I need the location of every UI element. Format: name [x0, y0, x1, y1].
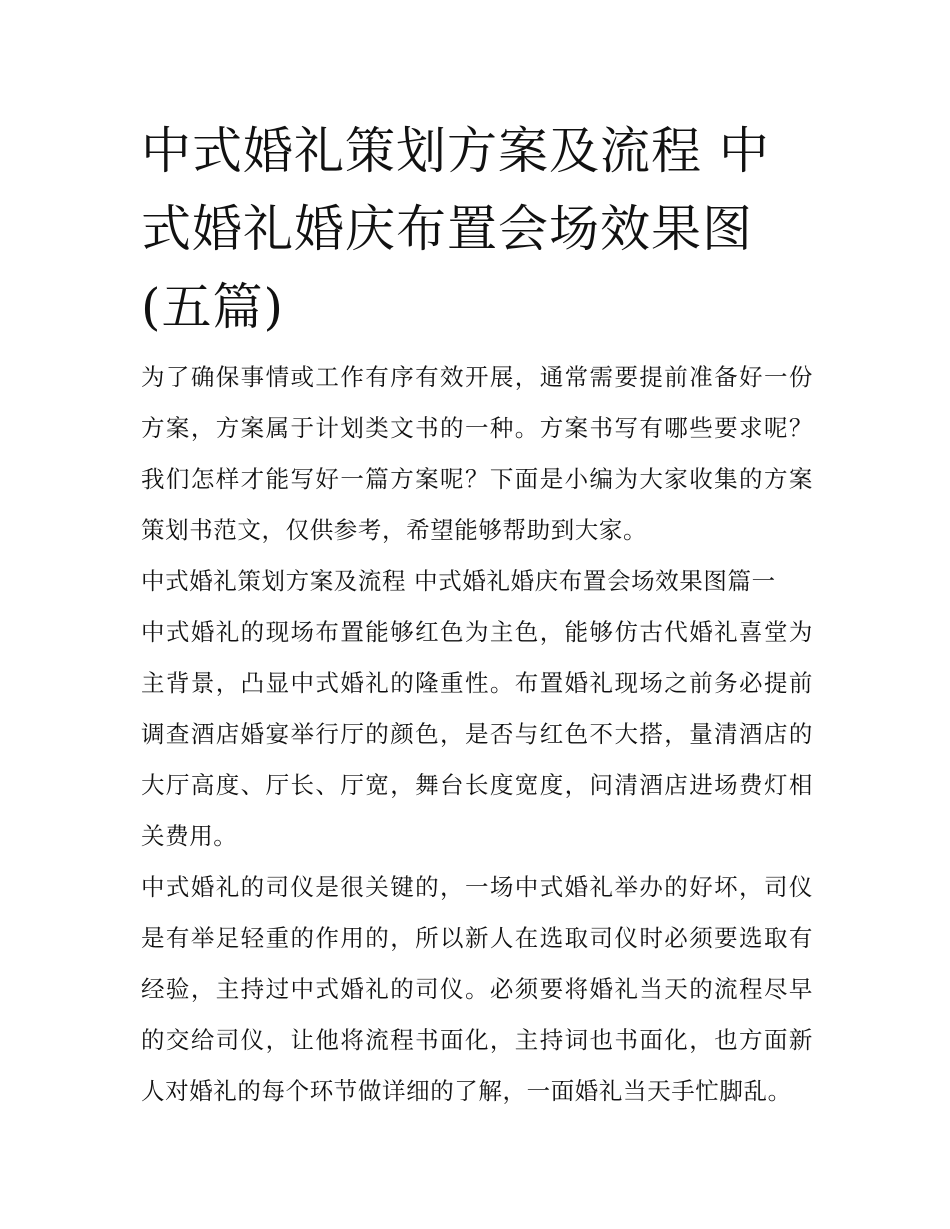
- document-body: [141, 352, 813, 1117]
- paragraph-venue-layout: 中式婚礼的现场布置能够红色为主色，能够仿古代婚礼喜堂为主背景，凸显中式婚礼的隆重性。布置婚礼现场之前务必提前调查酒店婚宴举行厅的颜色，是否与红色不大搭，量清酒店的大厅高度、厅长、厅宽，舞台长度宽度，问清酒店进场费灯相关费用。: [141, 618, 813, 850]
- document-content: [141, 112, 813, 1117]
- paragraph-intro: 为了确保事情或工作有序有效开展，通常需要提前准备好一份方案，方案属于计划类文书的一种。方案书写有哪些要求呢？我们怎样才能写好一篇方案呢？下面是小编为大家收集的方案策划书范文，仅供参考，希望能够帮助到大家。: [141, 363, 813, 544]
- document-title: 中式婚礼策划方案及流程 中式婚礼婚庆布置会场效果图(五篇): [141, 122, 770, 336]
- section-heading: 中式婚礼策划方案及流程 中式婚礼婚庆布置会场效果图篇一: [141, 567, 776, 595]
- paragraph-emcee: 中式婚礼的司仪是很关键的，一场中式婚礼举办的好坏，司仪是有举足轻重的作用的，所以新人在选取司仪时必须要选取有经验，主持过中式婚礼的司仪。必须要将婚礼当天的流程尽早的交给司仪，让他将流程书面化，主持词也书面化，也方面新人对婚礼的每个环节做详细的了解，一面婚礼当天手忙脚乱。: [141, 873, 813, 1105]
